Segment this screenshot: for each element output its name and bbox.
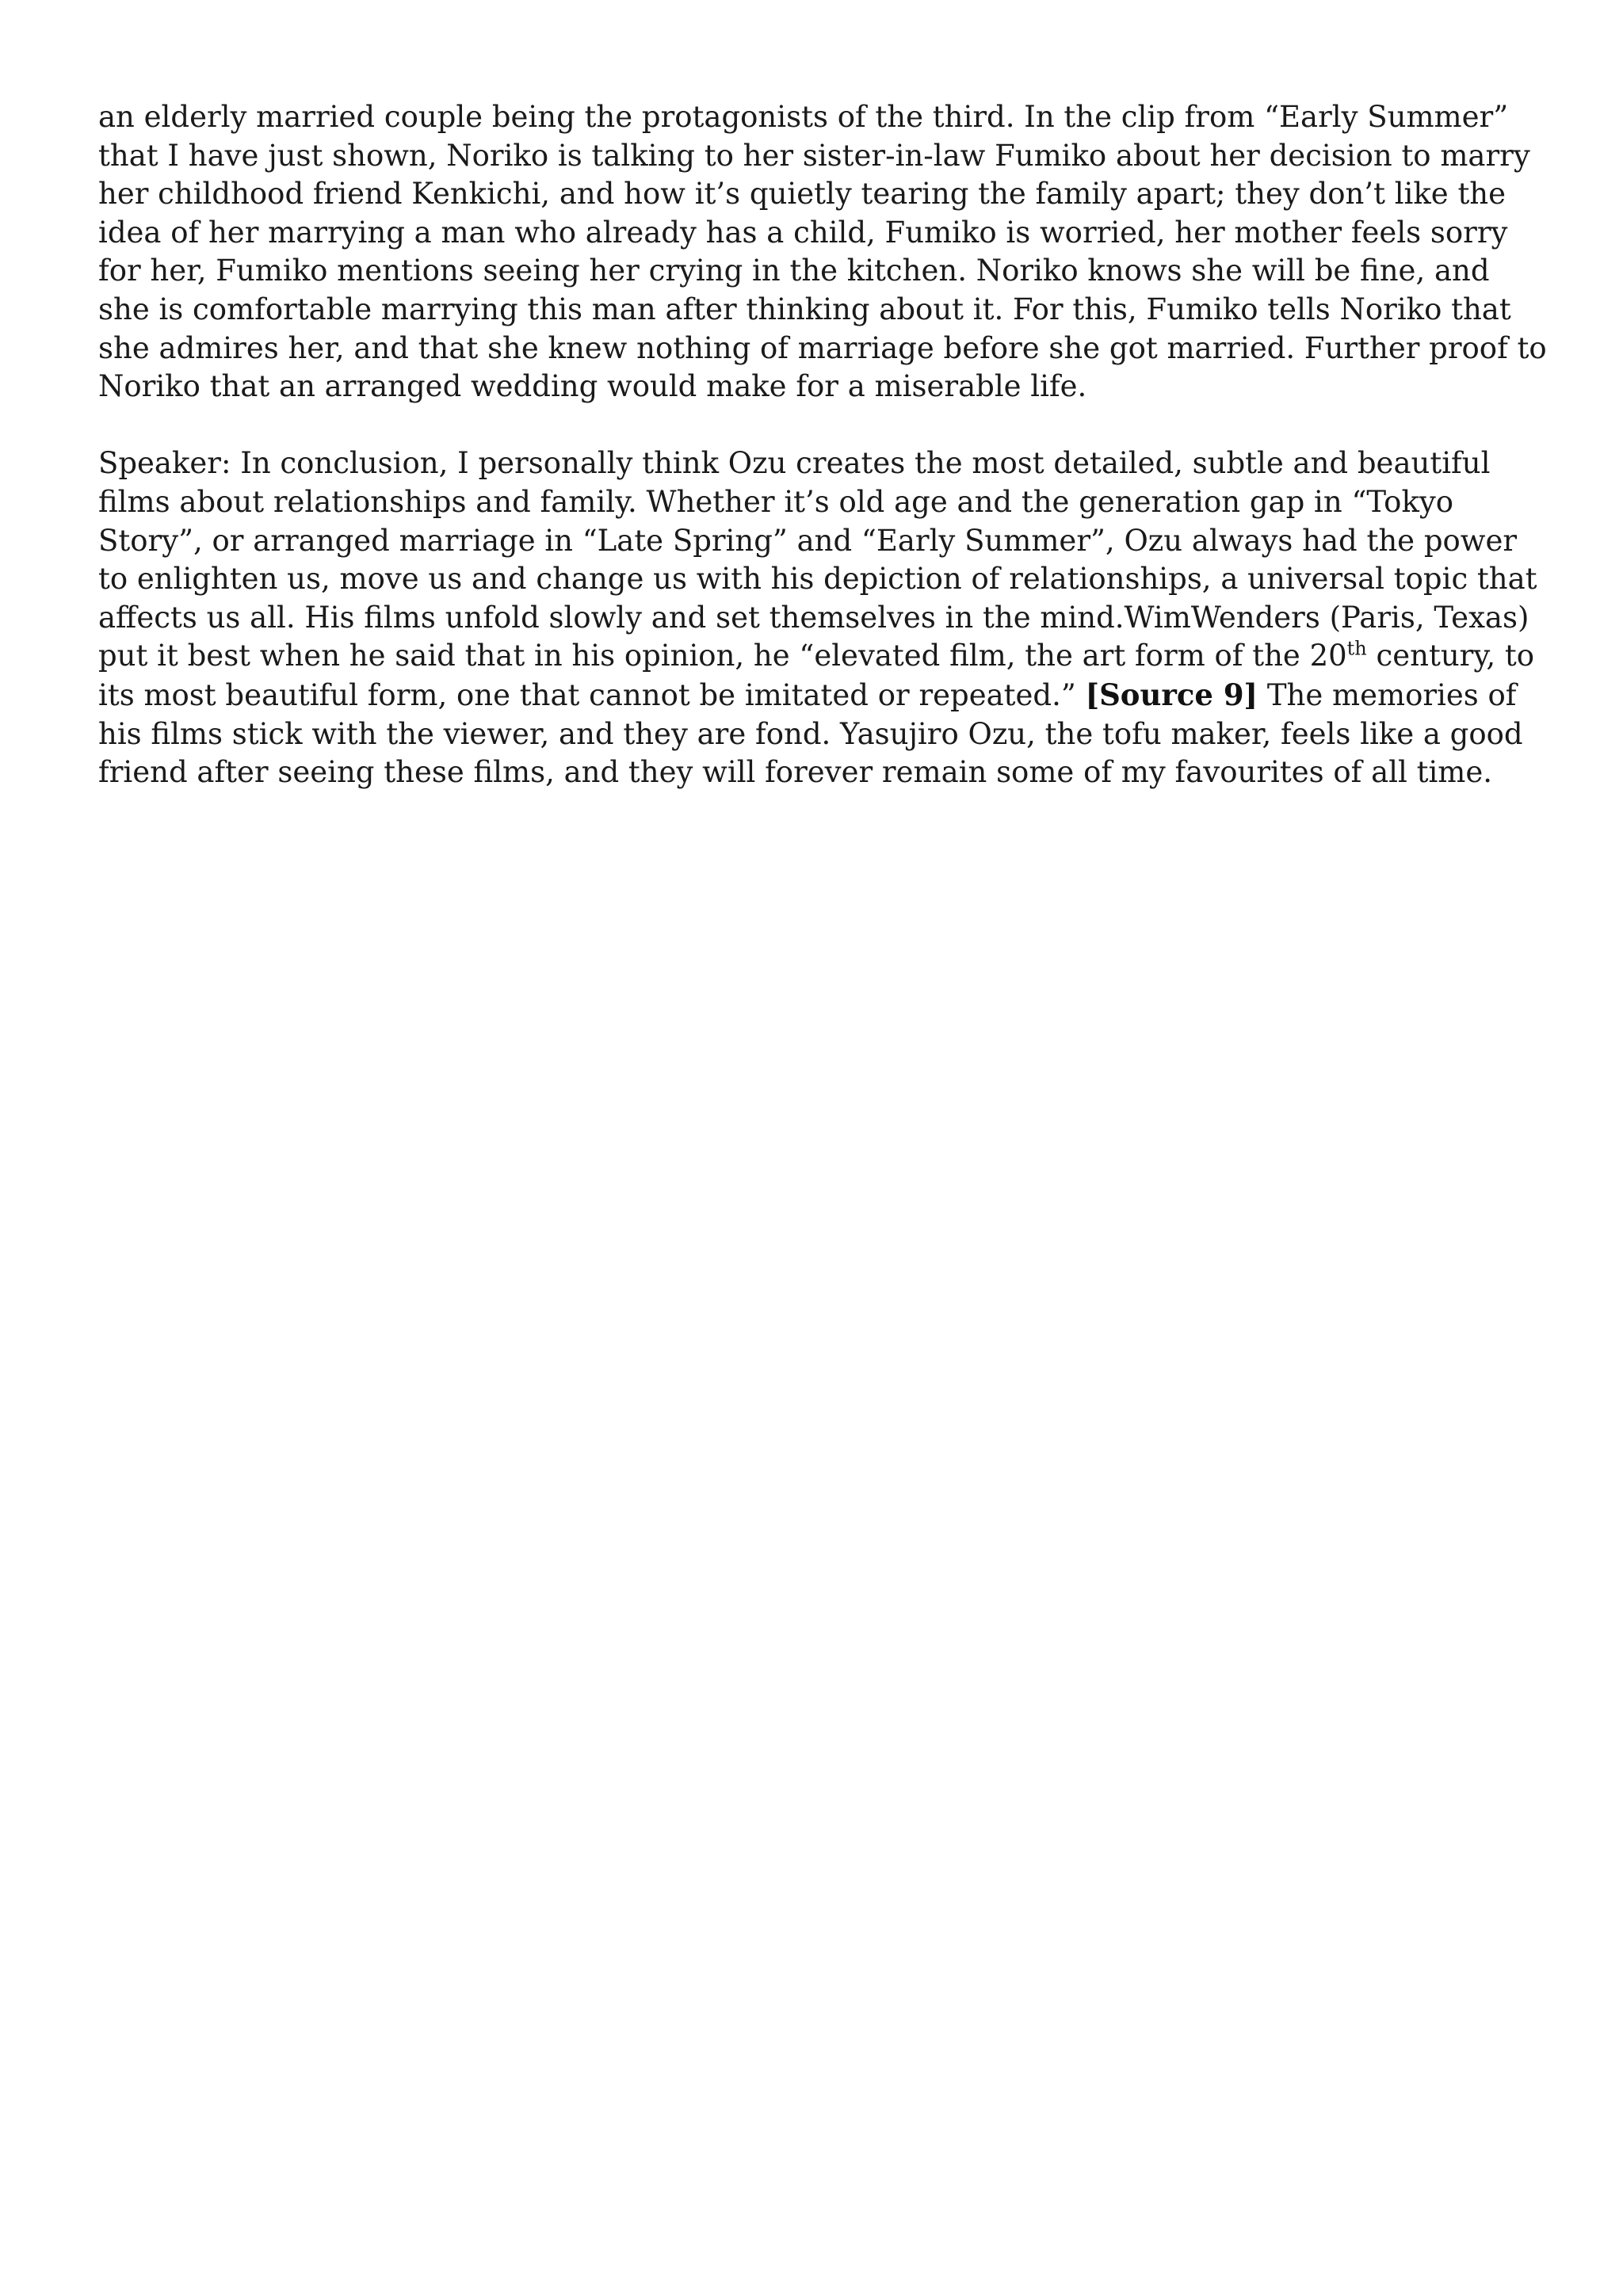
- conclusion-text-part-1: Speaker: In conclusion, I personally think Ozu creates the most detailed, subtle and beautiful films about relationships and family. Whether it’s old age and the generation gap in “Tokyo Story”, or arranged marriage in “Late Spring” and “Early Summer”, Ozu always had the power to enlighten us, move us and change us with his depiction of relationships, a universal topic that affects us all. His films unfold slowly and set themselves in the mind.WimWenders (Paris, Texas) put it best when he said that in his opinion, he “elevated film, the art form of the 20: [98, 446, 1537, 673]
- ordinal-superscript: th: [1346, 637, 1367, 660]
- paragraph-early-summer: an elderly married couple being the protagonists of the third. In the clip from “Early Summer” that I have just shown, Noriko is talking to her sister-in-law Fumiko about her decision to marry her childhood friend Kenkichi, and how it’s quietly tearing the family apart; they don’t like the idea of her marrying a man who already has a child, Fumiko is worried, her mother feels sorry for her, Fumiko mentions seeing her crying in the kitchen. Noriko knows she will be fine, and she is comfortable marrying this man after thinking about it. For this, Fumiko tells Noriko that she admires her, and that she knew nothing of marriage before she got married. Further proof to Noriko that an arranged wedding would make for a miserable life.: [98, 100, 1547, 404]
- document-page: [98, 98, 1549, 792]
- conclusion-text-part-2: century, to its most beautiful form, one that cannot be imitated or repeated.”: [98, 639, 1535, 712]
- paragraph-conclusion: [98, 444, 1549, 791]
- source-reference: [Source 9]: [1085, 677, 1258, 712]
- conclusion-text-part-3: The memories of his films stick with the viewer, and they are fond. Yasujiro Ozu, the tofu maker, feels like a good friend after seeing these films, and they will forever remain some of my favourites of all time.: [98, 677, 1523, 790]
